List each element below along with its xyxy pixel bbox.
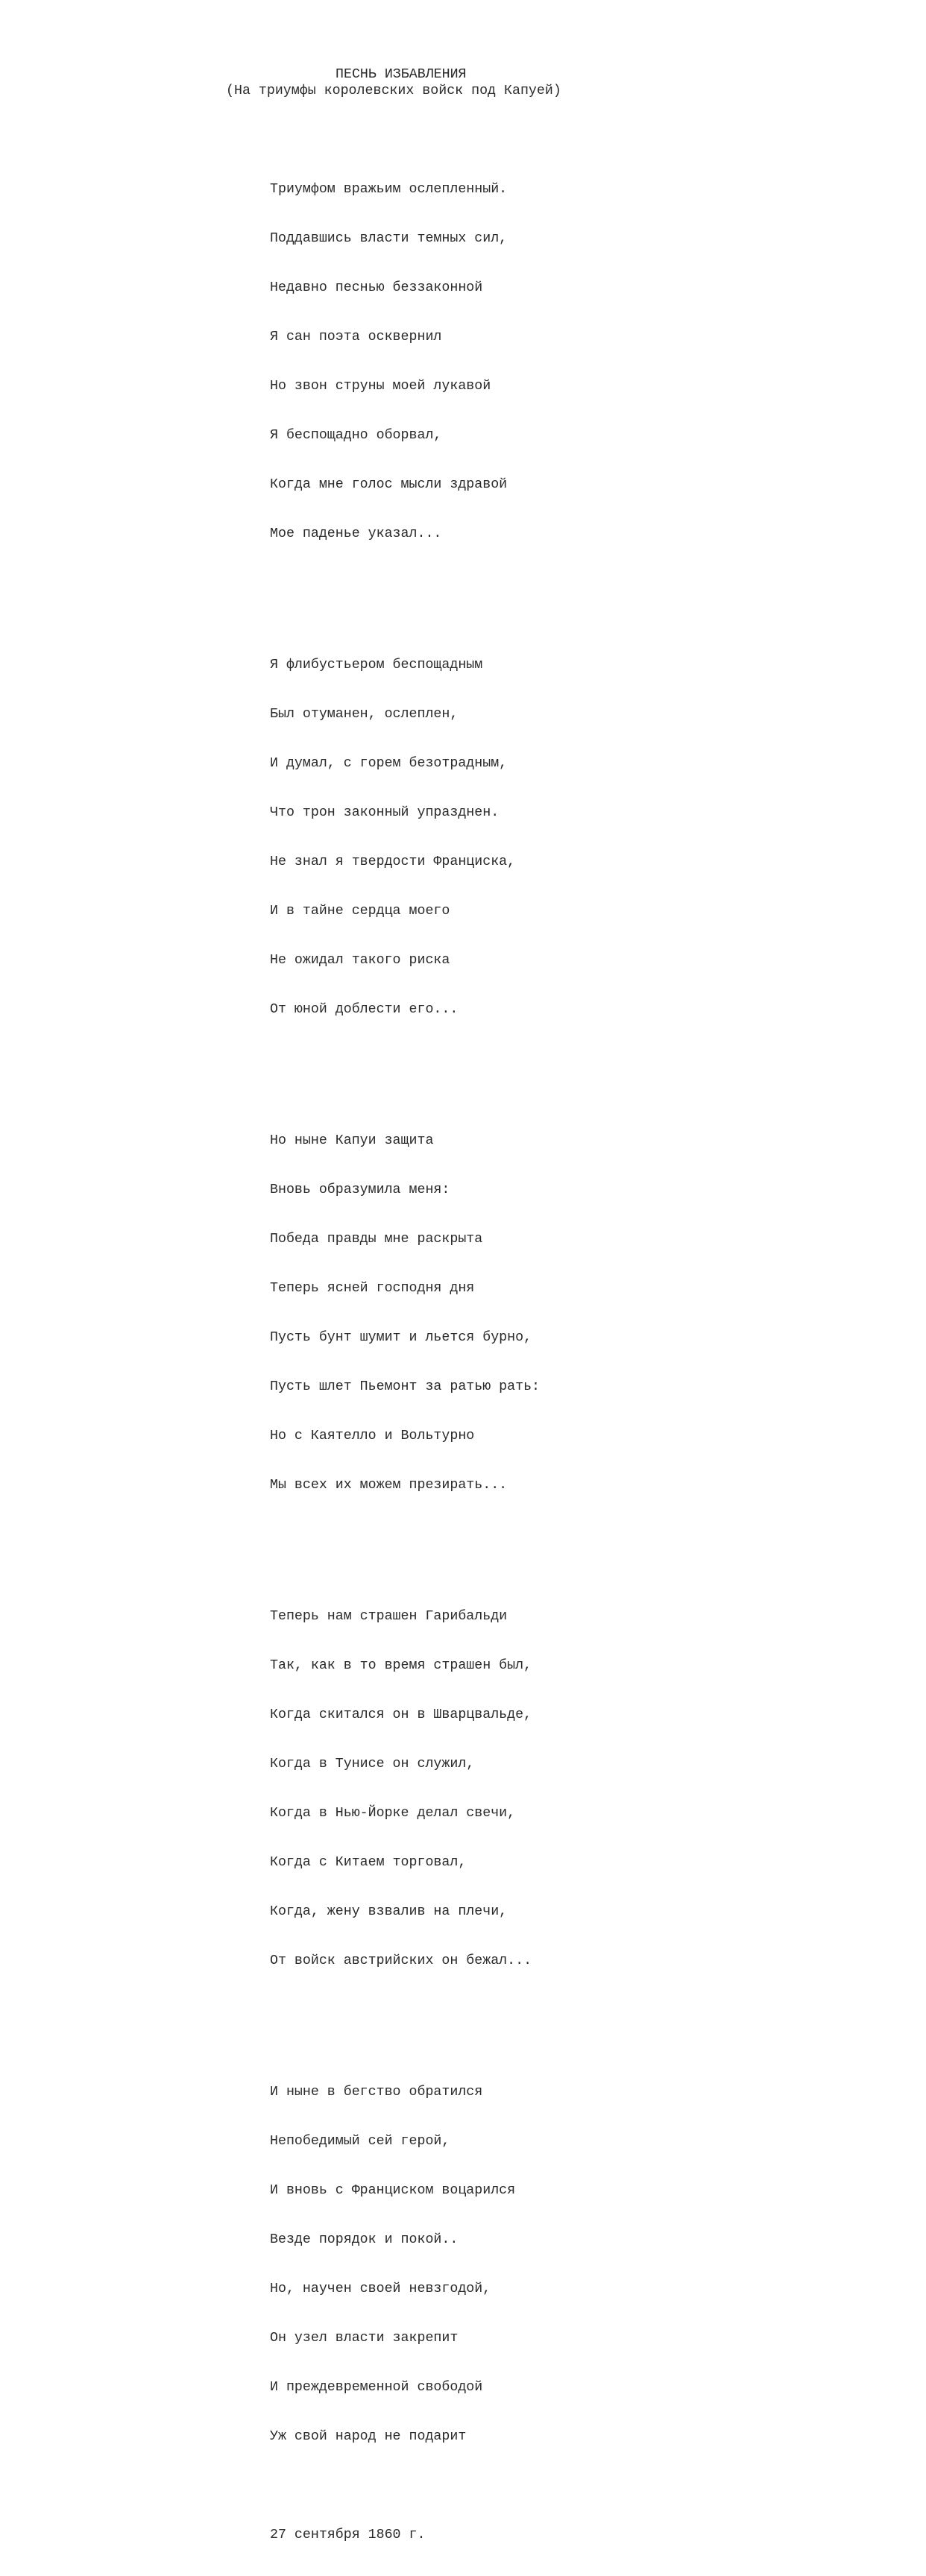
poem-line: Я сан поэта осквернил <box>270 330 442 344</box>
poem-line: Мы всех их можем презирать... <box>270 1478 508 1493</box>
poem-line: Что трон законный упразднен. <box>270 805 500 820</box>
stanza-1 <box>270 148 540 575</box>
poem-line: Когда в Нью-Йорке делал свечи, <box>270 1806 516 1821</box>
poem-line: Триумфом вражьим ослепленный. <box>270 182 508 197</box>
poem-line: Не ожидал такого риска <box>270 953 450 968</box>
poem-line: И преждевременной свободой <box>270 2380 483 2395</box>
poem-line: И в тайне сердца моего <box>270 904 450 919</box>
poem-line: Везде порядок и покой.. <box>270 2232 459 2247</box>
poem-line: Пусть шлет Пьемонт за ратью рать: <box>270 1379 541 1394</box>
poem-line: Когда в Тунисе он служил, <box>270 1757 475 1772</box>
poem-line: И думал, с горем безотрадным, <box>270 756 508 771</box>
stanza-3 <box>270 1100 540 1526</box>
poem-line: Я беспощадно оборвал, <box>270 428 442 443</box>
poem-subtitle: (На триумфы королевских войск под Капуей) <box>226 84 561 98</box>
poem-line: И ныне в бегство обратился <box>270 2085 483 2100</box>
poem-line: Когда скитался он в Шварцвальде, <box>270 1707 532 1722</box>
poem-line: Был отуманен, ослеплен, <box>270 707 459 722</box>
poem-line: От юной доблести его... <box>270 1002 459 1017</box>
poem-line: Недавно песнью беззаконной <box>270 280 483 295</box>
poem-line: Пусть бунт шумит и льется бурно, <box>270 1330 532 1345</box>
poem-line: Но с Каятелло и Вольтурно <box>270 1429 475 1443</box>
poem-line: Поддавшись власти темных сил, <box>270 231 508 246</box>
poem-line: Но ныне Капуи защита <box>270 1133 434 1148</box>
poem-line: Когда мне голос мысли здравой <box>270 477 508 492</box>
poem-line: Мое паденье указал... <box>270 526 442 541</box>
poem-line: Теперь ясней господня дня <box>270 1281 475 1296</box>
poem-line: Не знал я твердости Франциска, <box>270 854 516 869</box>
poem-title: ПЕСНЬ ИЗБАВЛЕНИЯ <box>336 67 467 82</box>
poem-line: Когда, жену взвалив на плечи, <box>270 1904 508 1919</box>
poem-line: Победа правды мне раскрыта <box>270 1232 483 1247</box>
poem-line: Он узел власти закрепит <box>270 2331 459 2346</box>
stanza-5 <box>270 2051 540 2478</box>
poem-line: Так, как в то время страшен был, <box>270 1658 532 1673</box>
poem-line: Непобедимый сей герой, <box>270 2134 450 2149</box>
poem-line: Но, научен своей невзгодой, <box>270 2281 491 2296</box>
poem-line: И вновь с Франциском воцарился <box>270 2183 516 2198</box>
poem-line: Я флибустьером беспощадным <box>270 658 483 673</box>
stanza-2 <box>270 624 540 1051</box>
poem-date: 27 сентября 1860 г. <box>270 2528 426 2542</box>
poem-line: Но звон струны моей лукавой <box>270 379 491 394</box>
poem-line: Теперь нам страшен Гарибальди <box>270 1609 508 1624</box>
poem-body <box>270 116 540 2576</box>
poem-line: От войск австрийских он бежал... <box>270 1953 532 1968</box>
poem-line: Когда с Китаем торговал, <box>270 1855 467 1870</box>
poem-line: Вновь образумила меня: <box>270 1182 450 1197</box>
stanza-4 <box>270 1575 540 2002</box>
poem-line: Уж свой народ не подарит <box>270 2429 467 2444</box>
